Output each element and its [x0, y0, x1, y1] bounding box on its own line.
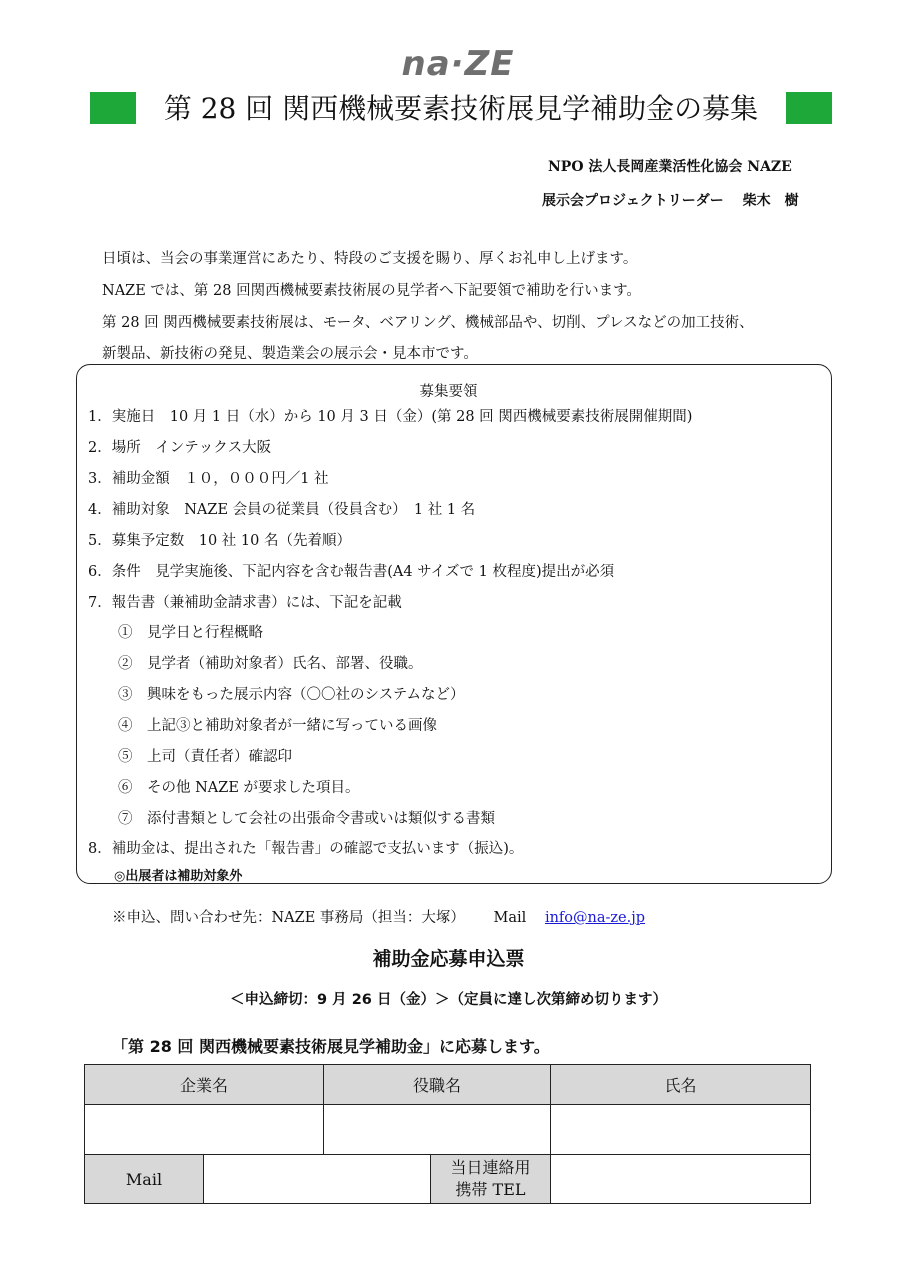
mail-input-cell[interactable] [203, 1154, 431, 1204]
guideline-item: 2．場所 インテックス大阪 [88, 440, 272, 456]
mobile-tel-label-cell [430, 1154, 551, 1204]
report-subitem: ③ 興味をもった展示内容（〇〇社のシステムなど） [118, 687, 465, 703]
report-subitem: ⑤ 上司（責任者）確認印 [118, 749, 292, 765]
mail-link[interactable]: info@na-ze.jp [544, 910, 646, 926]
guideline-item: 8．補助金は、提出された「報告書」の確認で支払います（振込)。 [88, 841, 524, 857]
apply-statement: 「第 28 回 関西機械要素技術展見学補助金」に応募します。 [112, 1037, 550, 1056]
guidelines-heading: 募集要領 [419, 384, 478, 400]
guideline-item: 6．条件 見学実施後、下記内容を含む報告書(A4 サイズで 1 枚程度)提出が必須 [88, 564, 615, 580]
guideline-item: 3．補助金額 １０，０００円／1 社 [88, 471, 329, 487]
intro-line: 第 28 回 関西機械要素技術展は、モータ、ベアリング、機械部品や、切削、プレスなどの加工技術、 [102, 315, 754, 331]
mail-label: Mail [493, 910, 527, 926]
exhibitor-note: ◎出展者は補助対象外 [114, 869, 243, 884]
green-bar-left [90, 92, 136, 124]
mobile-tel-label-line2: 携帯 TEL [455, 1180, 526, 1199]
intro-line: 日頃は、当会の事業運営にあたり、特段のご支援を賜り、厚くお礼申し上げます。 [102, 251, 638, 267]
guideline-item: 1．実施日 10 月 1 日（水）から 10 月 3 日（金）(第 28 回 関西機械要素技術展開催期間) [88, 409, 693, 425]
intro-line: NAZE では、第 28 回関西機械要素技術展の見学者へ下記要領で補助を行います。 [102, 283, 641, 299]
report-subitem: ① 見学日と行程概略 [118, 625, 263, 641]
title-row [90, 92, 832, 126]
green-bar-right [786, 92, 832, 124]
report-subitem: ⑥ その他 NAZE が要求した項目。 [118, 780, 360, 796]
mobile-tel-input-cell[interactable] [550, 1154, 811, 1204]
mobile-tel-label-line1: 当日連絡用 [450, 1158, 531, 1177]
contact-line [112, 906, 645, 927]
deadline-text: ＜申込締切：9 月 26 日（金）＞（定員に達し次第締め切ります） [230, 992, 667, 1008]
report-subitem: ② 見学者（補助対象者）氏名、部署、役職。 [118, 656, 423, 672]
organization-name: NPO 法人長岡産業活性化協会 NAZE [548, 159, 792, 175]
intro-line: 新製品、新技術の発見、製造業会の展示会・見本市です。 [102, 346, 478, 362]
report-subitem: ⑦ 添付書類として会社の出張命令書或いは類似する書類 [118, 811, 495, 827]
position-input-cell[interactable] [323, 1104, 551, 1155]
naze-logo: na·ZE [401, 44, 515, 84]
name-input-cell[interactable] [550, 1104, 811, 1155]
contact-text: ※申込、問い合わせ先：NAZE 事務局（担当：大塚） [112, 910, 465, 926]
column-header-name: 氏名 [550, 1064, 811, 1105]
column-header-position: 役職名 [323, 1064, 551, 1105]
mail-label-cell: Mail [84, 1154, 204, 1204]
guideline-item: 4．補助対象 NAZE 会員の従業員（役員含む） 1 社 1 名 [88, 502, 476, 518]
column-header-company: 企業名 [84, 1064, 324, 1105]
project-leader: 展示会プロジェクトリーダー 柴木 樹 [542, 193, 799, 209]
page-title: 第 28 回 関西機械要素技術展見学補助金の募集 [163, 92, 759, 125]
form-title: 補助金応募申込票 [372, 948, 525, 970]
guideline-item: 5．募集予定数 10 社 10 名（先着順） [88, 533, 351, 549]
guideline-item: 7．報告書（兼補助金請求書）には、下記を記載 [88, 595, 402, 611]
company-input-cell[interactable] [84, 1104, 324, 1155]
report-subitem: ④ 上記③と補助対象者が一緒に写っている画像 [118, 718, 437, 734]
